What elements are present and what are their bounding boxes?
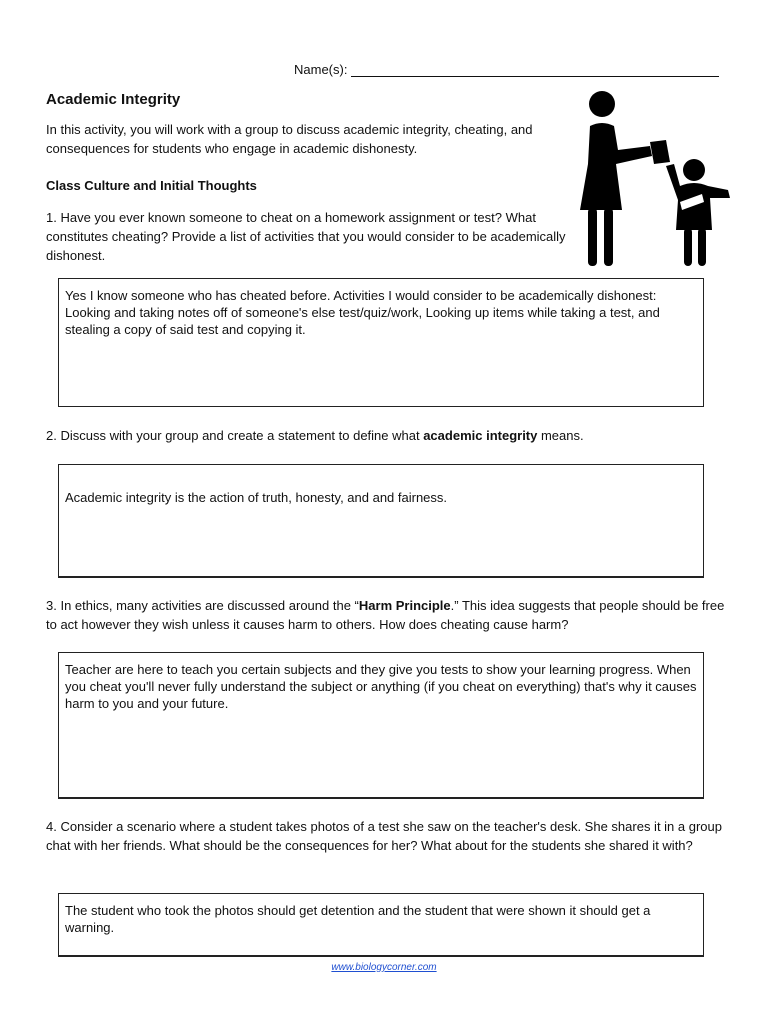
question-2-term: academic integrity	[423, 428, 538, 443]
answer-box-4[interactable]: The student who took the photos should get detention and the student that were shown it should get a warning.	[58, 893, 704, 957]
question-3-text-end: .” This idea suggests that people should be free to act however they wish unless it causes harm to others. How does cheating cause harm?	[46, 598, 725, 632]
question-3-text: 3. In ethics, many activities are discussed around the “	[46, 598, 359, 613]
name-label: Name(s):	[294, 62, 348, 77]
intro-paragraph: In this activity, you will work with a group to discuss academic integrity, cheating, and consequences for students who engage in academic dishonesty.	[46, 122, 533, 156]
page-title: Academic Integrity	[46, 91, 181, 108]
question-3-term: Harm Principle	[358, 598, 451, 613]
answer-box-1[interactable]: Yes I know someone who has cheated before. Activities I would consider to be academically dishonest: Looking and taking notes off of someone's else test/quiz/work, Looking up items while taking a test, and stealing a copy of said test and copying it.	[58, 278, 704, 407]
answer-box-3[interactable]: Teacher are here to teach you certain subjects and they give you tests to show your learning progress. When you cheat you'll never fully understand the subject or anything (if you cheat on everything) that's why it causes harm to you and your future.	[58, 652, 704, 799]
footer-link[interactable]: www.biologycorner.com	[331, 962, 437, 973]
answer-box-2[interactable]: Academic integrity is the action of truth, honesty, and and fairness.	[58, 464, 704, 578]
name-field-line	[294, 62, 719, 77]
question-1: 1. Have you ever known someone to cheat on a homework assignment or test? What constitutes cheating? Provide a list of activities that you would consider to be academically dishonest.	[46, 210, 566, 263]
question-2-text: 2. Discuss with your group and create a statement to define what	[46, 428, 424, 443]
question-2-text-end: means.	[537, 428, 584, 443]
teacher-student-icon	[570, 90, 732, 270]
name-blank[interactable]	[351, 62, 719, 77]
question-4: 4. Consider a scenario where a student takes photos of a test she saw on the teacher's desk. She shares it in a group chat with her friends. What should be the consequences for her? What about for the students she shared it with?	[46, 819, 722, 853]
question-3	[46, 596, 726, 634]
section-heading: Class Culture and Initial Thoughts	[46, 178, 257, 193]
question-2	[46, 426, 726, 445]
